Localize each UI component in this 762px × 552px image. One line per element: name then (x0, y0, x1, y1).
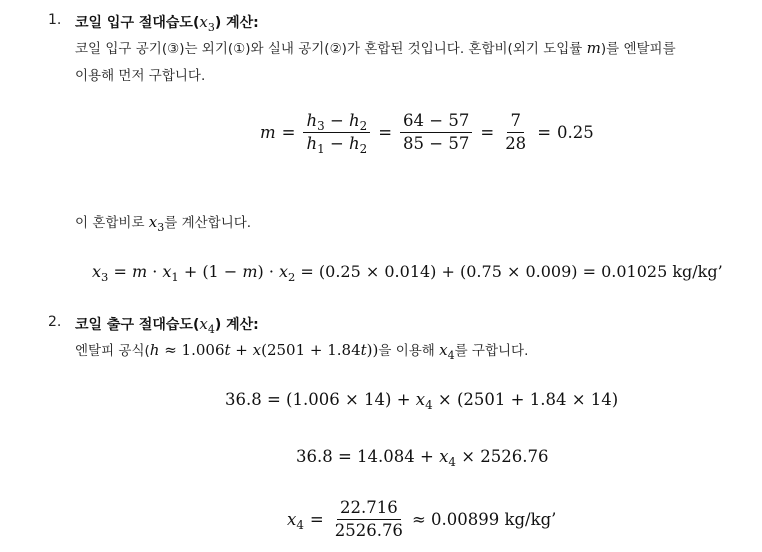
fraction-simplified: $\frac{7}{28}$ (505, 111, 527, 153)
equation-inlet-humidity: $x_3 = m \cdot x_1 + (1 - m) \cdot x_2 = (0.25 \times 0.014) + (0.75 \times 0.009) = 0.01025$ kg/kg’ (92, 262, 723, 285)
step-1-number: 1. (48, 12, 62, 28)
step-1-heading: 코일 입구 절대습도$(x_3)$ 계산: (75, 13, 259, 34)
step-2-paragraph: 엔탈피 공식(h ≈ 1.006t + x(2501 + 1.84t))을 이용해 $x_4$를 구합니다. (75, 341, 529, 362)
fraction-enthalpy-symbolic: $\frac{h_3 - h_2}{h_1 - h_2}$ (303, 110, 370, 155)
equation-enthalpy-simplified: $36.8 = 14.084 + x_4 \times 2526.76$ (296, 447, 549, 470)
fraction-outlet-humidity: $\frac{22.716}{2526.76}$ (334, 498, 403, 540)
step-2-heading: 코일 출구 절대습도$(x_4)$ 계산: (75, 315, 259, 336)
equation-mixing-ratio: m = $\frac{h_3 - h_2}{h_1 - h_2}$ = $\frac{64 - 57}{85 - 57}$ = $\frac{7}{28}$ = 0.25 (260, 111, 594, 157)
step-1-paragraph-line-2: 이용해 먼저 구합니다. (75, 68, 206, 84)
fraction-enthalpy-numeric: $\frac{64 - 57}{85 - 57}$ (400, 110, 472, 155)
equation-enthalpy-substitution: $36.8 = (1.006 \times 14) + x_4 \times (2501 + 1.84 \times 14)$ (225, 390, 619, 413)
step-2-number: 2. (48, 314, 62, 330)
step-1-mix-text: 이 혼합비로 $x_3$를 계산합니다. (75, 213, 252, 234)
equation-outlet-humidity: $x_4$ = $\frac{22.716}{2526.76}$ ≈ 0.00899 kg/kg’ (287, 498, 557, 540)
step-1-paragraph-line-1: 코일 입구 공기(③)는 외기(①)와 실내 공기(②)가 혼합된 것입니다. 혼합비(외기 도입률 m)를 엔탈피를 (75, 39, 676, 57)
